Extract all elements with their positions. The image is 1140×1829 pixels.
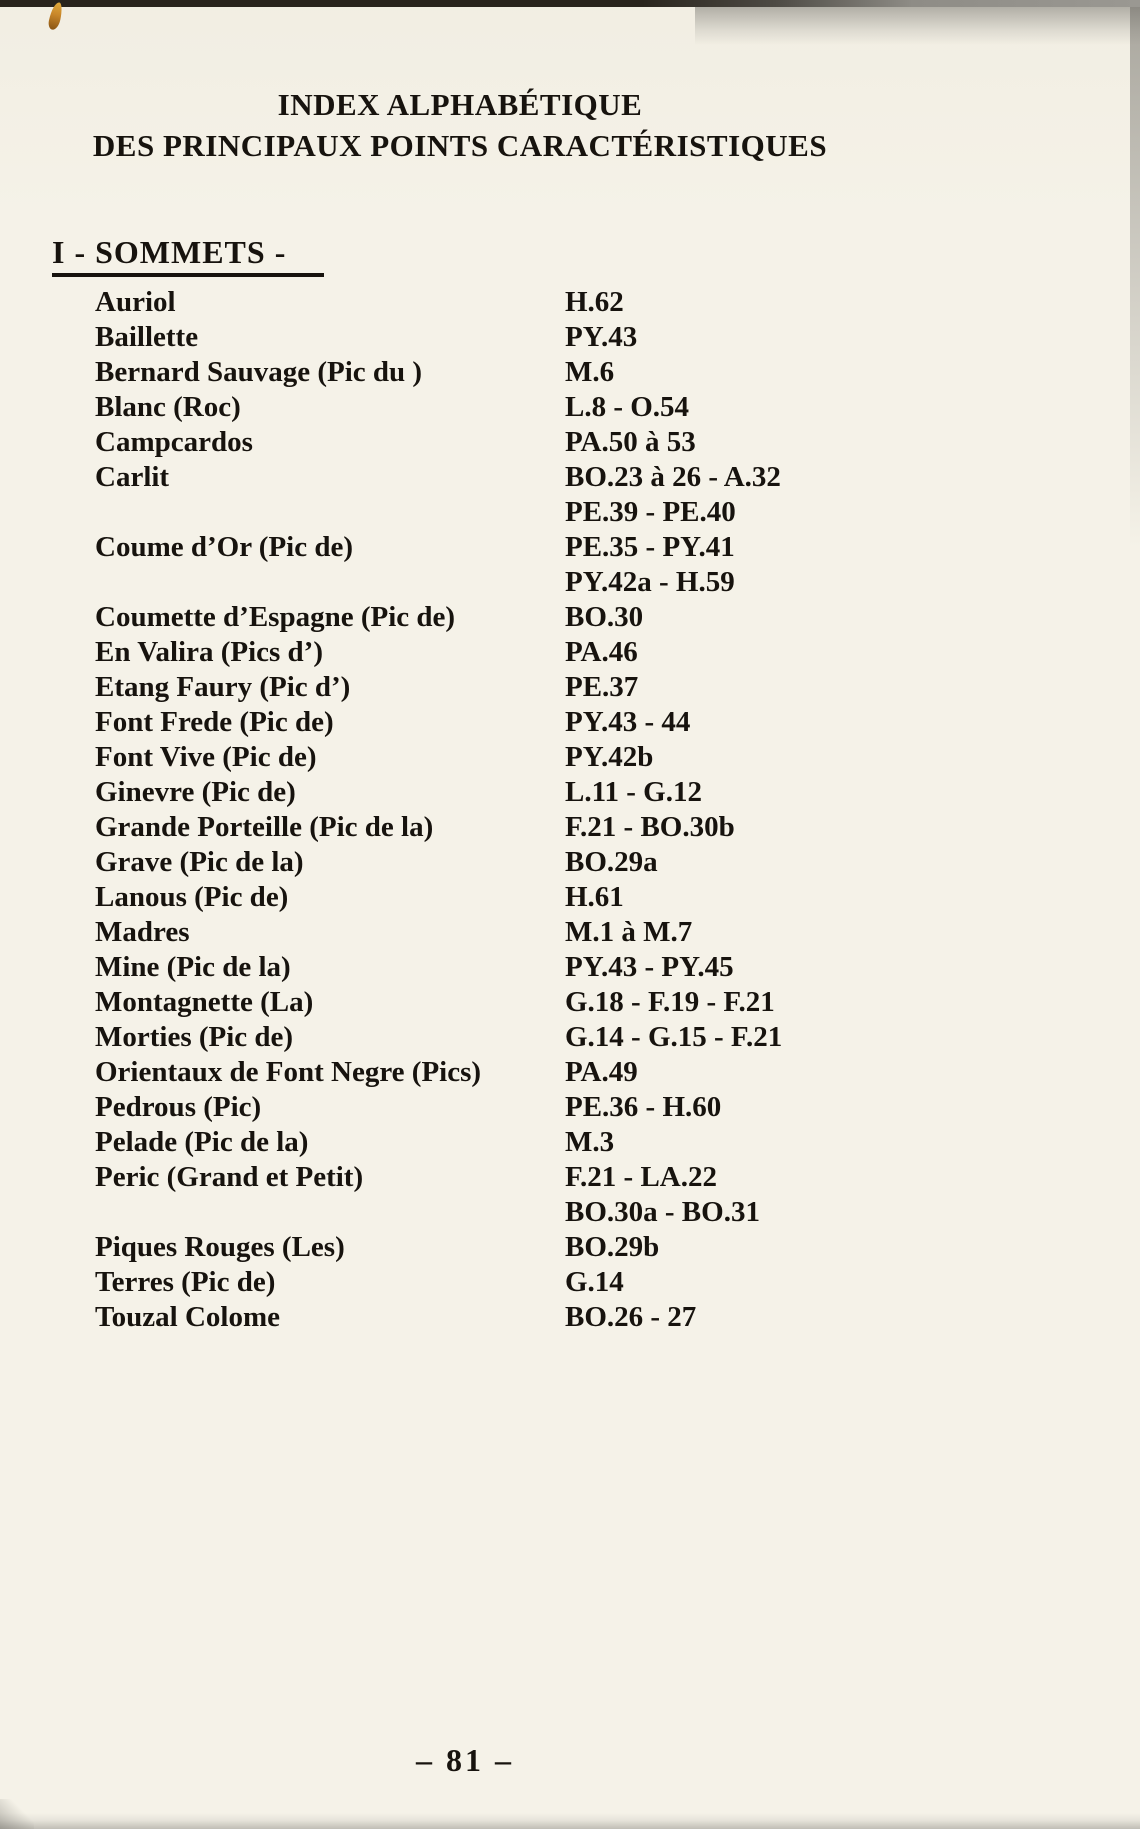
entry-name [95,565,565,600]
entry-name: Grave (Pic de la) [95,846,304,878]
entry-refs: PE.35 - PY.41 [565,531,735,563]
page-title-line2: DES PRINCIPAUX POINTS CARACTÉRISTIQUES [92,128,828,163]
page-number: – 81 – [416,1742,514,1778]
index-row [0,1020,940,1055]
entry-name: Ginevre (Pic de) [95,776,296,808]
entry-name: Pedrous (Pic) [95,1091,262,1123]
entry-refs: PY.42a - H.59 [565,566,735,598]
entry-name: Orientaux de Font Negre (Pics) [95,1056,482,1088]
index-row [0,1230,940,1265]
entry-refs: F.21 - BO.30b [565,811,735,843]
entry-name: Grande Porteille (Pic de la) [95,811,434,843]
entry-refs: BO.30 [565,601,644,633]
entry-name: Lanous (Pic de) [95,881,289,913]
entry-name: Font Vive (Pic de) [95,741,317,773]
index-row [0,1265,940,1300]
entry-name: Madres [95,916,190,948]
entry-refs: PY.43 - PY.45 [565,951,734,983]
entry-name: Pelade (Pic de la) [95,1126,309,1158]
index-row [0,425,940,460]
index-row [0,1125,940,1160]
entry-refs: H.61 [565,881,624,913]
entry-refs: PE.37 [565,671,639,703]
page-title [0,84,920,166]
entry-name: Bernard Sauvage (Pic du ) [95,356,423,388]
index-row [0,390,940,425]
entry-name: Peric (Grand et Petit) [95,1161,364,1193]
index-row [0,880,940,915]
index-row [0,810,940,845]
index-row [0,670,940,705]
page-title-line1: INDEX ALPHABÉTIQUE [277,87,643,122]
entry-name: Mine (Pic de la) [95,951,291,983]
index-row [0,915,940,950]
entry-refs: PY.42b [565,741,654,773]
index-row [0,1055,940,1090]
index-row [0,565,940,600]
index-row [0,1300,940,1335]
entry-refs: L.8 - O.54 [565,391,690,423]
entry-refs: PY.43 [565,321,638,353]
index-row [0,285,940,320]
entry-refs: BO.26 - 27 [565,1301,697,1333]
index-row [0,705,940,740]
entry-name: Carlit [95,461,170,493]
entry-refs: G.14 [565,1266,624,1298]
entry-name: Campcardos [95,426,253,458]
index-row [0,355,940,390]
entry-name: Baillette [95,321,199,353]
entry-name: Morties (Pic de) [95,1021,294,1053]
scan-artifact-right-edge-shadow [1130,7,1140,547]
entry-name: Coume d’Or (Pic de) [95,531,353,563]
index-row [0,775,940,810]
entry-refs: PA.50 à 53 [565,426,696,458]
entry-refs: BO.29b [565,1231,660,1263]
entry-name: Coumette d’Espagne (Pic de) [95,601,456,633]
entry-name: Terres (Pic de) [95,1266,276,1298]
entry-refs: BO.29a [565,846,658,878]
entry-refs: BO.23 à 26 - A.32 [565,461,781,493]
entry-refs: PY.43 - 44 [565,706,691,738]
entry-name: Font Frede (Pic de) [95,706,334,738]
entry-refs: M.3 [565,1126,615,1158]
entry-name: Piques Rouges (Les) [95,1231,345,1263]
entry-name: Blanc (Roc) [95,391,241,423]
index-row [0,845,940,880]
index-row [0,1195,940,1230]
entry-refs: H.62 [565,286,624,318]
index-row [0,1090,940,1125]
index-row [0,950,940,985]
index-row [0,985,940,1020]
index-row [0,495,940,530]
section-heading-sommets: I - SOMMETS - [52,234,324,277]
entry-name [95,1195,565,1230]
entry-refs: PE.39 - PE.40 [565,496,736,528]
index-row [0,1160,940,1195]
entry-refs: PA.49 [565,1056,638,1088]
index-row [0,460,940,495]
entry-refs: PA.46 [565,636,638,668]
entry-name: En Valira (Pics d’) [95,636,323,668]
entry-name: Etang Faury (Pic d’) [95,671,351,703]
entry-refs: L.11 - G.12 [565,776,702,808]
entry-refs: G.18 - F.19 - F.21 [565,986,775,1018]
entry-name: Auriol [95,286,176,318]
entry-name: Touzal Colome [95,1301,281,1333]
entry-refs: M.1 à M.7 [565,916,693,948]
entry-name: Montagnette (La) [95,986,314,1018]
entry-refs: G.14 - G.15 - F.21 [565,1021,783,1053]
index-list [0,285,940,1335]
index-row [0,740,940,775]
entry-refs: BO.30a - BO.31 [565,1196,760,1228]
entry-refs: F.21 - LA.22 [565,1161,717,1193]
index-row [0,635,940,670]
index-row [0,320,940,355]
index-row [0,600,940,635]
index-row [0,530,940,565]
entry-refs: M.6 [565,356,615,388]
entry-name [95,495,565,530]
entry-refs: PE.36 - H.60 [565,1091,722,1123]
